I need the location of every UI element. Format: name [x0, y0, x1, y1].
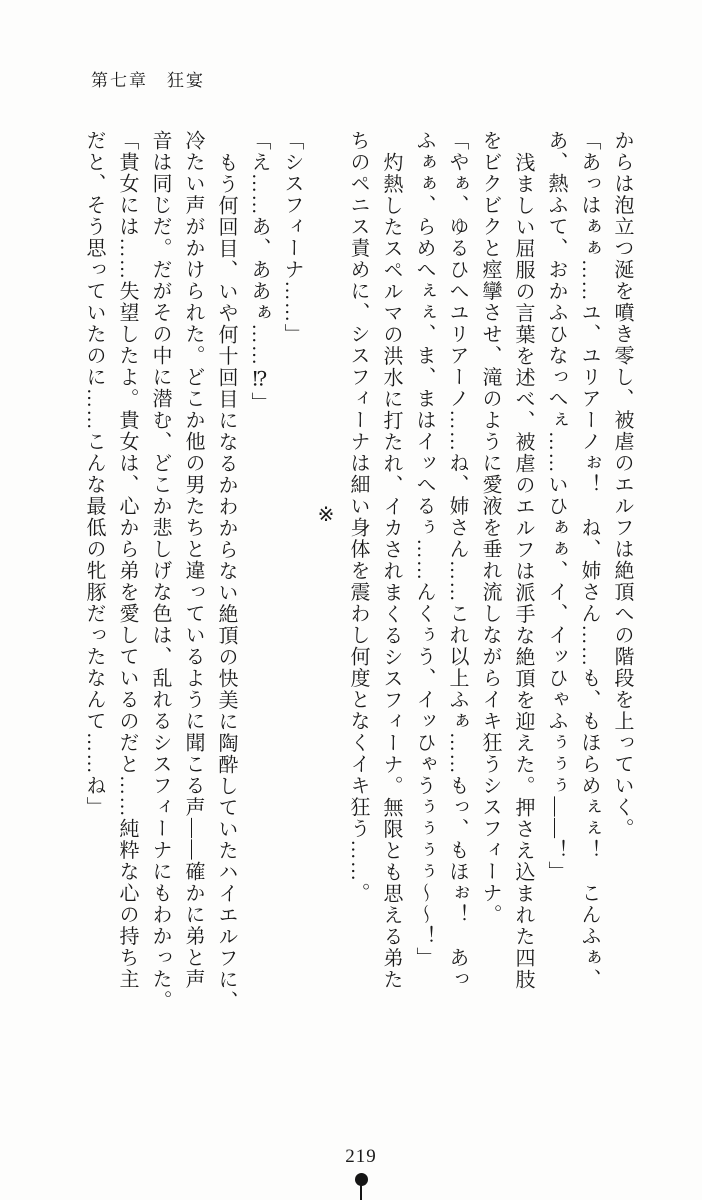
text-column: 浅ましい屈服の言葉を述べ、被虐のエルフは派手な絶頂を迎えた。押さえ込まれた四肢 — [512, 151, 534, 990]
page-number: 219 — [345, 1146, 377, 1167]
text-column: 灼熱したスペルマの洪水に打たれ、イカされまくるシスフィーナ。無限とも思える弟た — [380, 151, 402, 990]
text-column: あ、熱ふて、おかふひなっへぇ……いひぁぁ、イ、イッひゃふぅぅぅ——！」 — [545, 130, 567, 883]
text-column: もう何回目、いや何十回目になるかわからない絶頂の快美に陶酔していたハイエルフに、 — [215, 151, 237, 1012]
text-column: をビクビクと痙攣させ、滝のように愛液を垂れ流しながらイキ狂うシスフィーナ。 — [479, 130, 501, 926]
text-column: 音は同じだ。だがその中に潜む、どこか悲しげな色は、乱れるシスフィーナにもわかった。 — [149, 130, 171, 1012]
section-separator: ※ — [314, 502, 336, 528]
text-column: 「貴女には……失望したよ。貴女は、心から弟を愛しているのだと……純粋な心の持ち主 — [116, 130, 138, 990]
chapter-header: 第七章 狂宴 — [91, 71, 205, 90]
text-column: からは泡立つ涎を噴き零し、被虐のエルフは絶頂への階段を上っていく。 — [611, 130, 633, 840]
text-column: 「あっはぁぁ……ユ、ユリアーノぉ！ ね、姉さん……も、もほらめぇぇ！ こんふぁ、 — [578, 130, 600, 990]
text-column: 「シスフィーナ……」 — [281, 130, 303, 345]
text-column: 「やぁ、ゆるひへユリアーノ……ね、姉さん……これ以上ふぁ……もっ、もほぉ！ あっ — [446, 130, 468, 990]
text-column: だと、そう思っていたのに……こんな最低の牝豚だったなんて……ね」 — [83, 130, 105, 818]
body-text — [77, 130, 638, 1045]
binding-mark-line — [360, 1180, 362, 1200]
text-column: 冷たい声がかけられた。どこか他の男たちと違っているように聞こる声——確かに弟と声 — [182, 130, 204, 990]
text-column: ふぁぁ、らめへぇぇ、ま、まはイッへるぅ……んくぅう、イッひゃうぅぅぅぅ～～！」 — [413, 130, 435, 969]
text-column: 「え……あ、ああぁ……⁉」 — [248, 130, 270, 414]
text-column: ちのペニス責めに、シスフィーナは細い身体を震わし何度となくイキ狂う……。 — [347, 130, 369, 904]
